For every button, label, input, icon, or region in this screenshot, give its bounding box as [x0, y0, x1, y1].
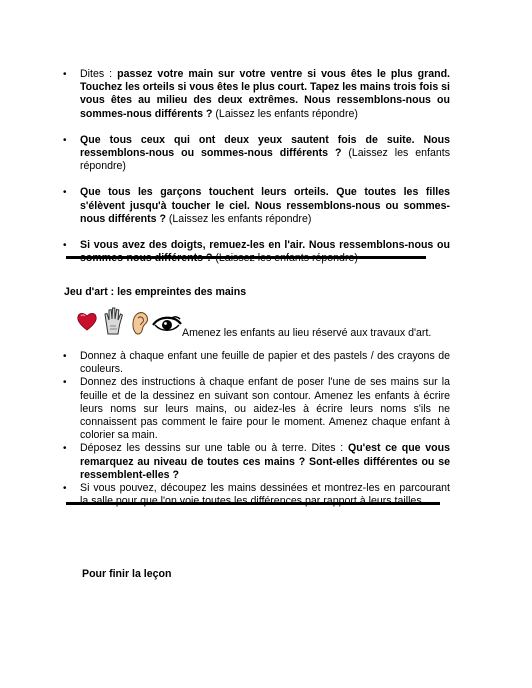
list-item	[60, 186, 450, 226]
item-bold-text: Si vous avez des doigts, remuez-les en l'air. Nous ressemblons-nous ou	[80, 239, 450, 252]
item-text: Déposez les dessins sur une table ou à terre. Dites :	[80, 442, 348, 455]
heart-icon	[76, 310, 98, 332]
item-text: Dites :	[80, 68, 118, 80]
item-note: (Laissez les enfants répondre)	[80, 147, 450, 173]
list-item	[60, 239, 450, 265]
item-bold-text: Qu'est ce que vous remarquez au niveau de toutes ces mains ? Sont-elles différentes ou se ressemblent-elles ?	[80, 442, 450, 481]
item-text: Donnez des instructions à chaque enfant de poser l'une de ses mains sur la feuille et de la dessinez en suivant son contour. Amenez les enfants à écrire leurs noms sur leurs mains, ou aidez-les à écrire leurs noms s'ils ne connaissent pas comment le faire pour le moment. Amenez chaque enfant à colorier sa main.	[80, 376, 450, 442]
item-note: (Laissez les enfants répondre)	[165, 212, 312, 225]
eye-icon	[152, 314, 182, 334]
section-title: Jeu d'art : les empreintes des mains	[64, 286, 247, 298]
hand-icon	[102, 306, 126, 336]
item-text: Donnez à chaque enfant une feuille de papier et des pastels / des crayons de couleurs.	[80, 350, 450, 376]
list-item	[60, 442, 450, 482]
icons-caption: Amenez les enfants au lieu réservé aux travaux d'art.	[182, 327, 432, 339]
list-item	[60, 68, 450, 121]
closing-heading: Pour finir la leçon	[82, 568, 172, 580]
list-item	[60, 376, 450, 442]
item-bold-text: passez votre main sur votre ventre si vous êtes le plus grand. Touchez les orteils si vous êtes le plus court. Tapez les mains trois fois si vous êtes au milieu des deux extrêmes. Nous ressemblons-nous ou sommes-nous différents ?	[80, 68, 451, 120]
ear-icon	[130, 310, 150, 336]
section-divider	[66, 256, 426, 259]
activity-list	[60, 68, 450, 278]
item-bold-text: Que tous les garçons touchent leurs orteils. Que toutes les filles s'élèvent jusqu'à toucher le ciel. Nous ressemblons-nous ou sommes-nous différents ?	[80, 186, 450, 225]
item-bold-text: Que tous ceux qui ont deux yeux sautent fois de suite. Nous ressemblons-nous ou sommes-nous différents ?	[80, 133, 450, 160]
icon-row	[76, 306, 476, 338]
list-item	[60, 350, 450, 376]
section-divider	[66, 502, 440, 505]
item-text: Si vous pouvez, découpez les mains dessinées et montrez-les en parcourant	[80, 482, 450, 495]
list-item	[60, 134, 450, 174]
art-activity-list	[60, 350, 450, 508]
item-note: (Laissez les enfants répondre)	[212, 107, 358, 120]
